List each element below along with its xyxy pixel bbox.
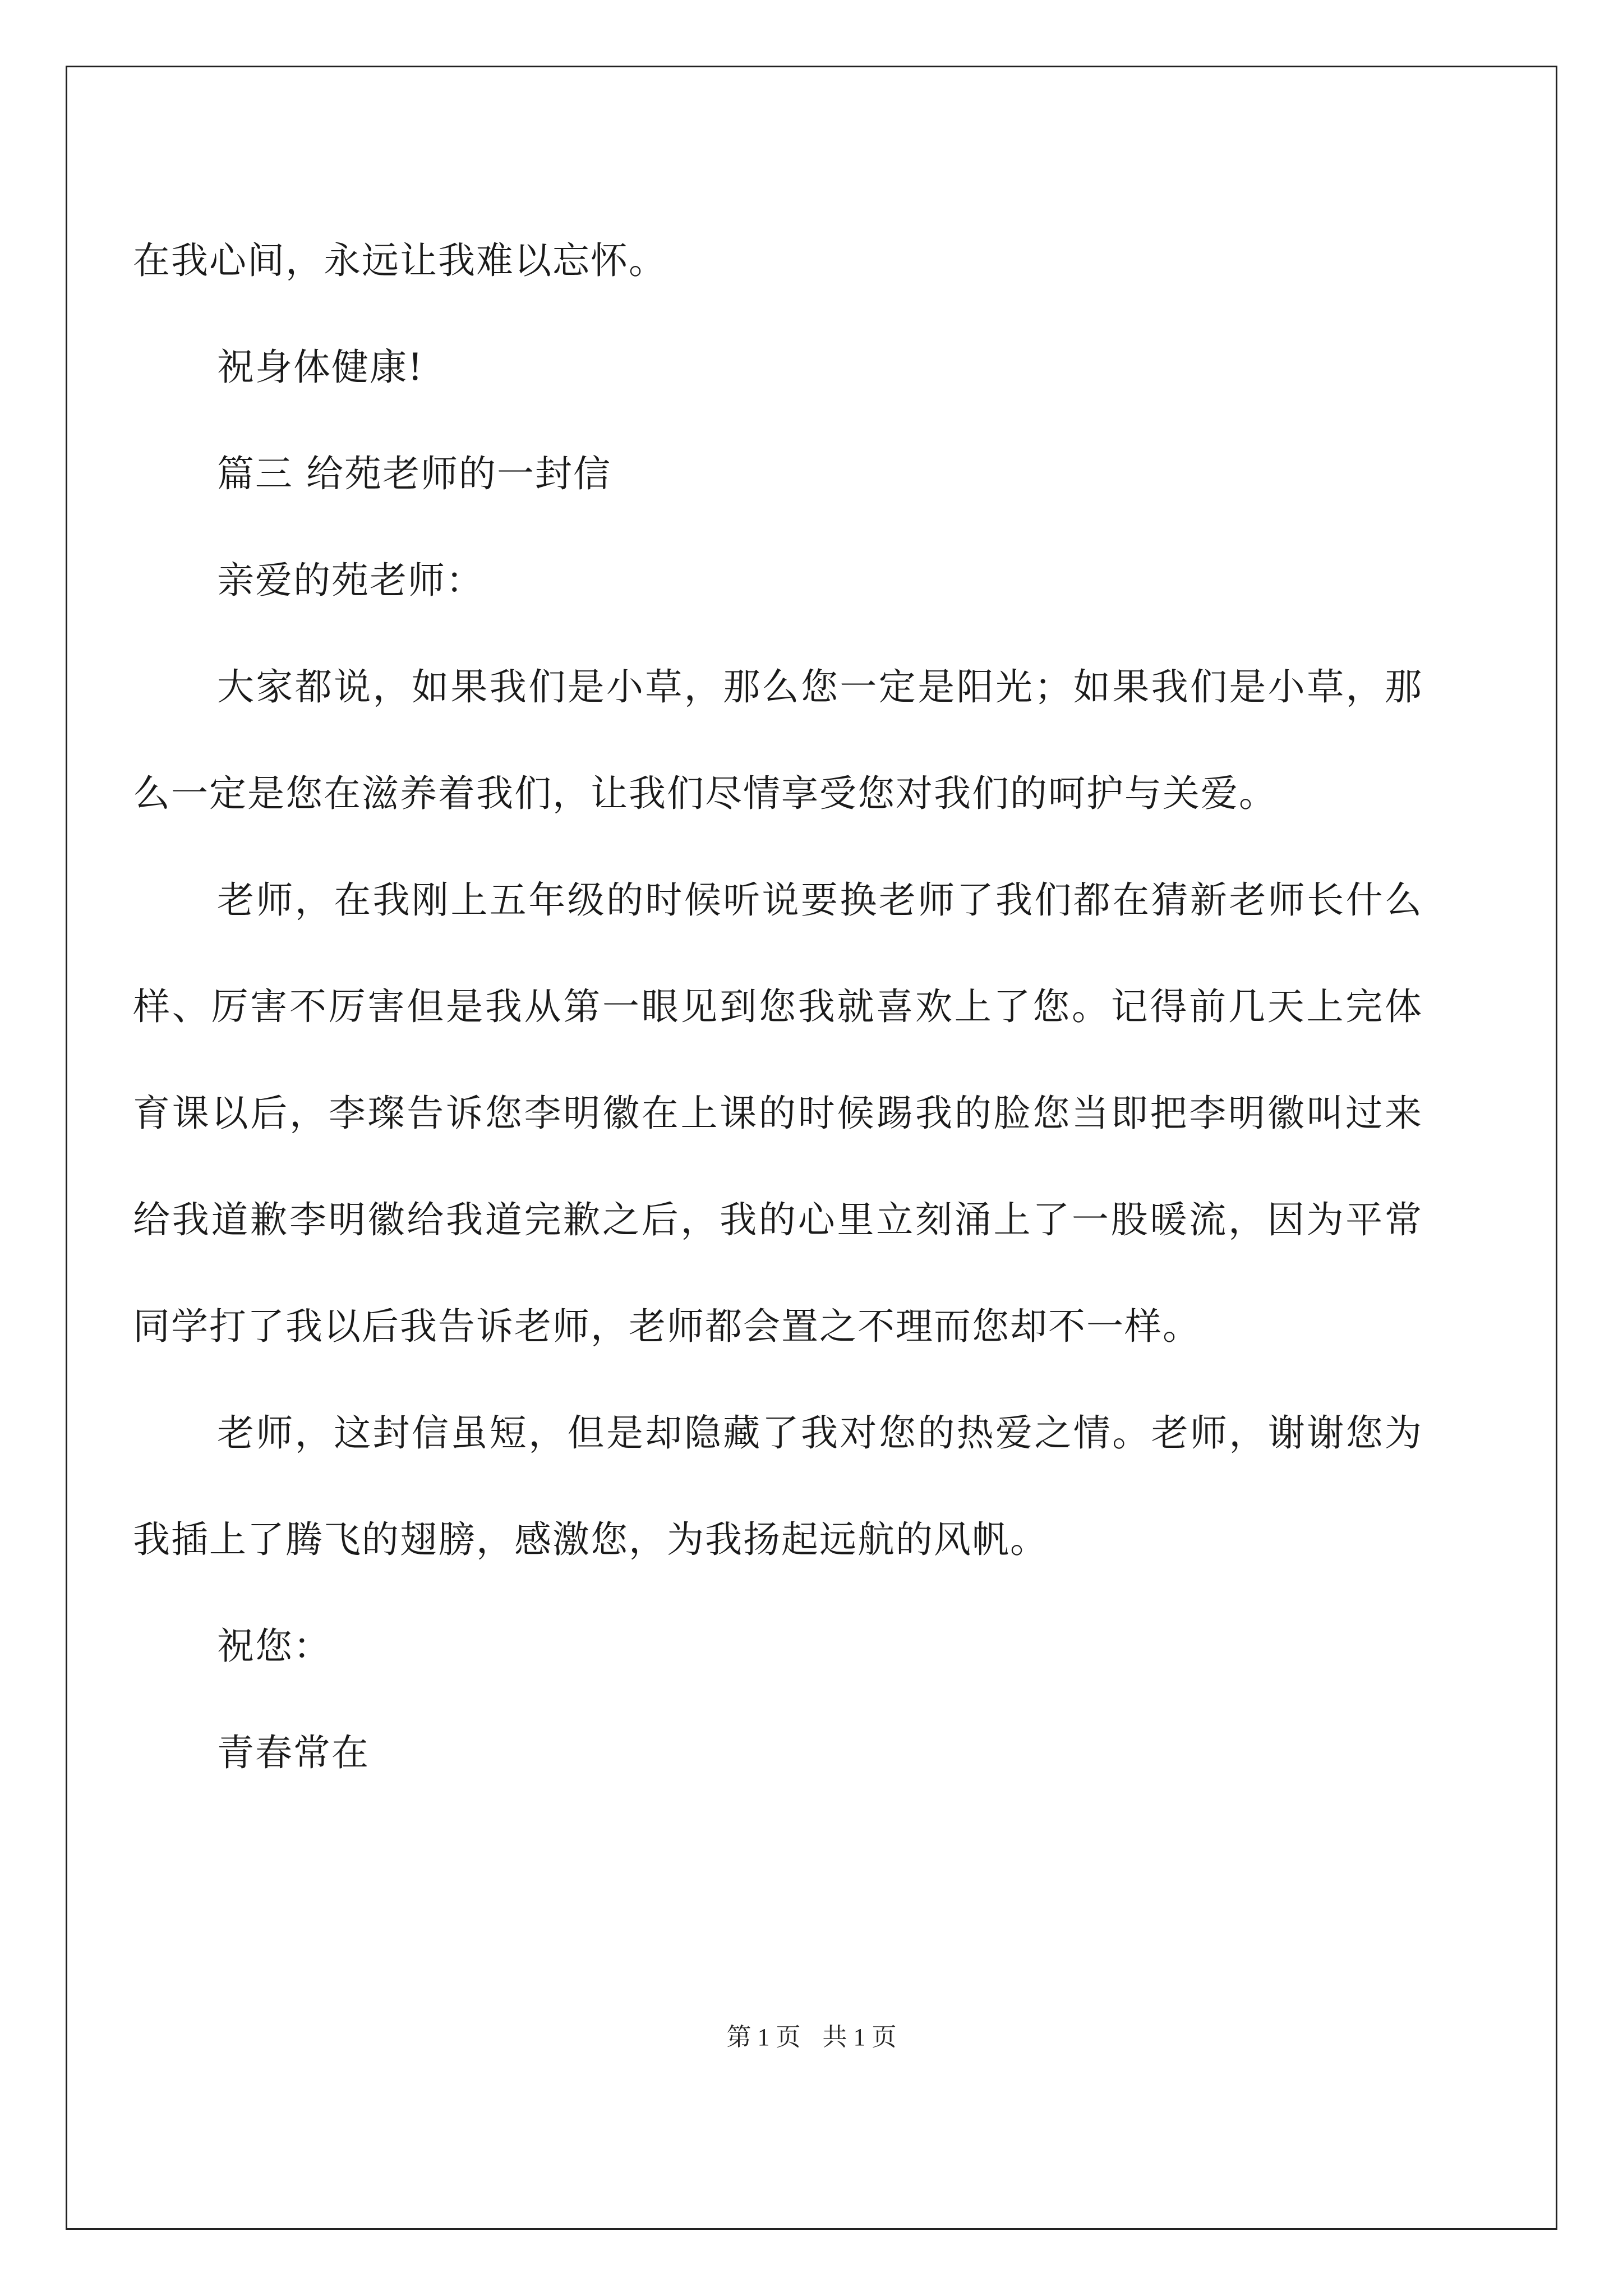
page-number: 第 1 页 (726, 2023, 801, 2051)
paragraph: 在我心间，永远让我难以忘怀。 (133, 239, 667, 282)
paragraph: 大家都说，如果我们是小草，那么您一定是阳光；如果我们是小草，那么一定是您在滋养着我们，让我们尽情享受您对我们的呵护与关爱。 (133, 665, 1423, 815)
document-body (133, 208, 1423, 1806)
page-footer (0, 2017, 1623, 2053)
paragraph: 祝身体健康! (217, 346, 424, 389)
closing-wish: 青春常在 (217, 1731, 370, 1774)
salutation: 亲爱的苑老师： (217, 559, 484, 602)
page-total: 共 1 页 (822, 2023, 897, 2051)
paragraph: 老师，在我刚上五年级的时候听说要换老师了我们都在猜新老师长什么样、厉害不厉害但是我从第一眼见到您我就喜欢上了您。记得前几天上完体育课以后，李璨告诉您李明徽在上课的时候踢我的脸您当即把李明徽叫过来给我道歉李明徽给我道完歉之后，我的心里立刻涌上了一股暖流，因为平常同学打了我以后我告诉老师，老师都会置之不理而您却不一样。 (133, 878, 1423, 1348)
section-heading: 篇三 给苑老师的一封信 (217, 452, 611, 495)
paragraph: 老师，这封信虽短，但是却隐藏了我对您的热爱之情。老师，谢谢您为我插上了腾飞的翅膀，感激您，为我扬起远航的风帆。 (133, 1411, 1423, 1561)
closing: 祝您： (217, 1625, 331, 1668)
